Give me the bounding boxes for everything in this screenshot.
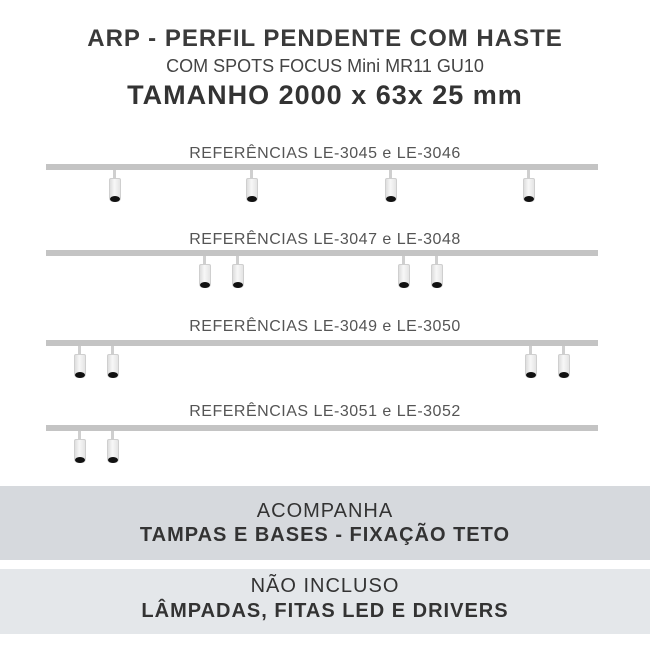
- profile-rail: [46, 250, 598, 256]
- page-title: ARP - PERFIL PENDENTE COM HASTE: [87, 25, 563, 52]
- profile-rail: [46, 340, 598, 346]
- not-included-heading: NÃO INCLUSO: [250, 575, 400, 597]
- page-subtitle: COM SPOTS FOCUS Mini MR11 GU10: [166, 56, 484, 76]
- included-heading: ACOMPANHA: [256, 500, 394, 522]
- profile-rail: [46, 425, 598, 431]
- reference-label: REFERÊNCIAS LE-3047 e LE-3048: [189, 231, 461, 248]
- reference-label: REFERÊNCIAS LE-3049 e LE-3050: [189, 318, 461, 335]
- included-banner: [0, 486, 650, 560]
- not-included-banner: [0, 569, 650, 634]
- reference-label: REFERÊNCIAS LE-3045 e LE-3046: [189, 145, 461, 162]
- included-items: TAMPAS E BASES - FIXAÇÃO TETO: [139, 524, 511, 546]
- not-included-items: LÂMPADAS, FITAS LED E DRIVERS: [141, 600, 509, 622]
- reference-label: REFERÊNCIAS LE-3051 e LE-3052: [189, 403, 461, 420]
- product-size: TAMANHO 2000 x 63x 25 mm: [127, 80, 523, 110]
- profile-rail: [46, 164, 598, 170]
